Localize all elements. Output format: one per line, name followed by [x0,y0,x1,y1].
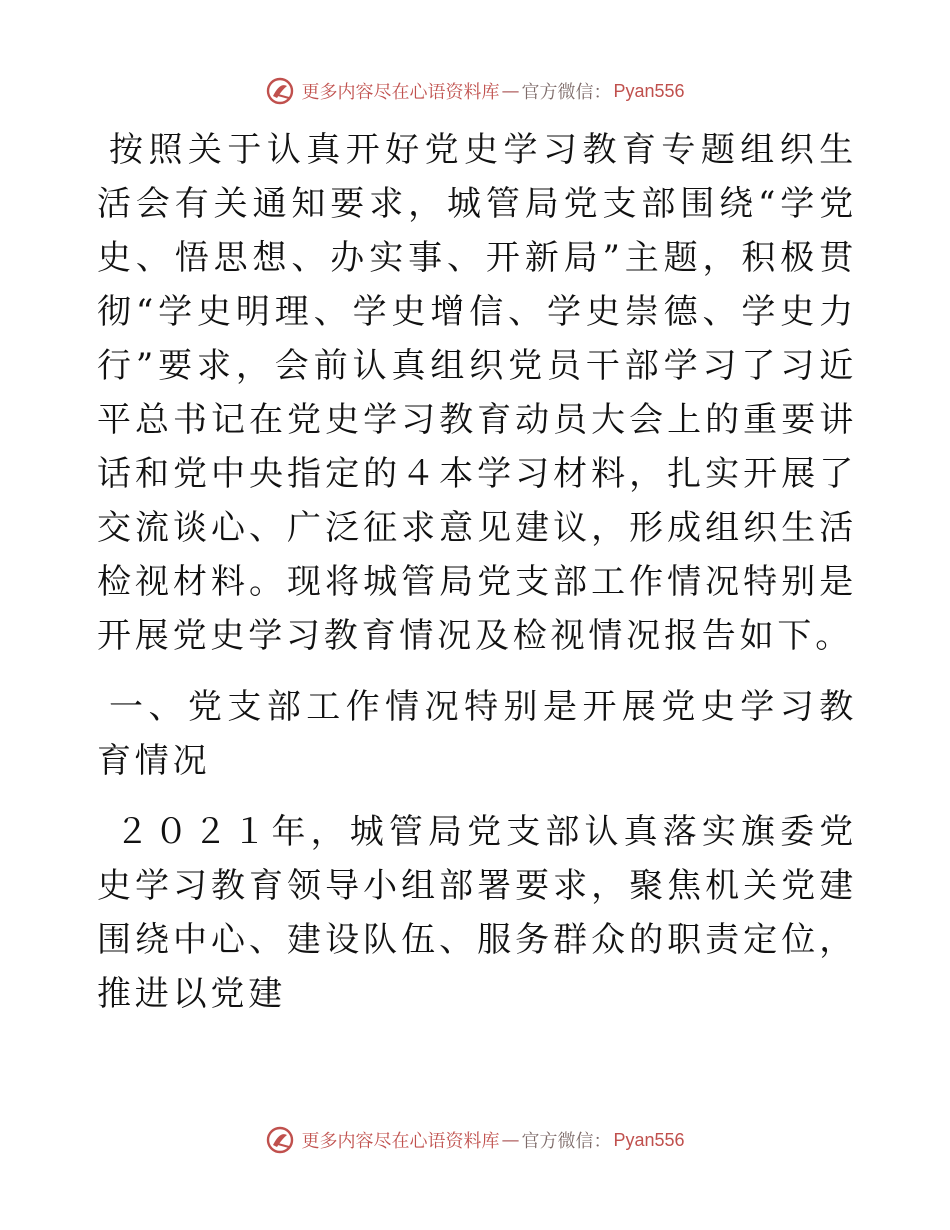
watermark-site-text: 更多内容尽在心语资料库 [301,1131,500,1152]
watermark-wechat-label: 官方微信： [521,1131,612,1152]
logo-icon [265,76,295,106]
watermark-site-text: 更多内容尽在心语资料库 [301,82,500,103]
document-body [97,123,857,1021]
body-paragraph: 按照关于认真开好党史学习教育专题组织生活会有关通知要求，城管局党支部围绕“学党史、悟思想、办实事、开新局”主题，积极贯彻“学史明理、学史增信、学史崇德、学史力行”要求，会前认真组织党员干部学习了习近平总书记在党史学习教育动员大会上的重要讲话和党中央指定的４本学习材料，扎实开展了交流谈心、广泛征求意见建议，形成组织生活检视材料。现将城管局党支部工作情况特别是开展党史学习教育情况及检视情况报告如下。 [97,130,857,656]
watermark-wechat-id: Pyan556 [613,80,685,101]
watermark-separator: — [501,80,520,102]
section-heading: 一、党支部工作情况特别是开展党史学习教育情况 [97,687,857,781]
section-paragraph: ２０２１年，城管局党支部认真落实旗委党史学习教育领导小组部署要求，聚焦机关党建围绕中心、建设队伍、服务群众的职责定位，推进以党建 [97,812,857,1014]
logo-icon [265,1125,295,1155]
footer-watermark [0,1123,950,1157]
header-watermark [0,74,950,108]
watermark-wechat-label: 官方微信： [521,82,612,103]
watermark-wechat-id: Pyan556 [613,1129,685,1150]
watermark-separator: — [501,1129,520,1151]
